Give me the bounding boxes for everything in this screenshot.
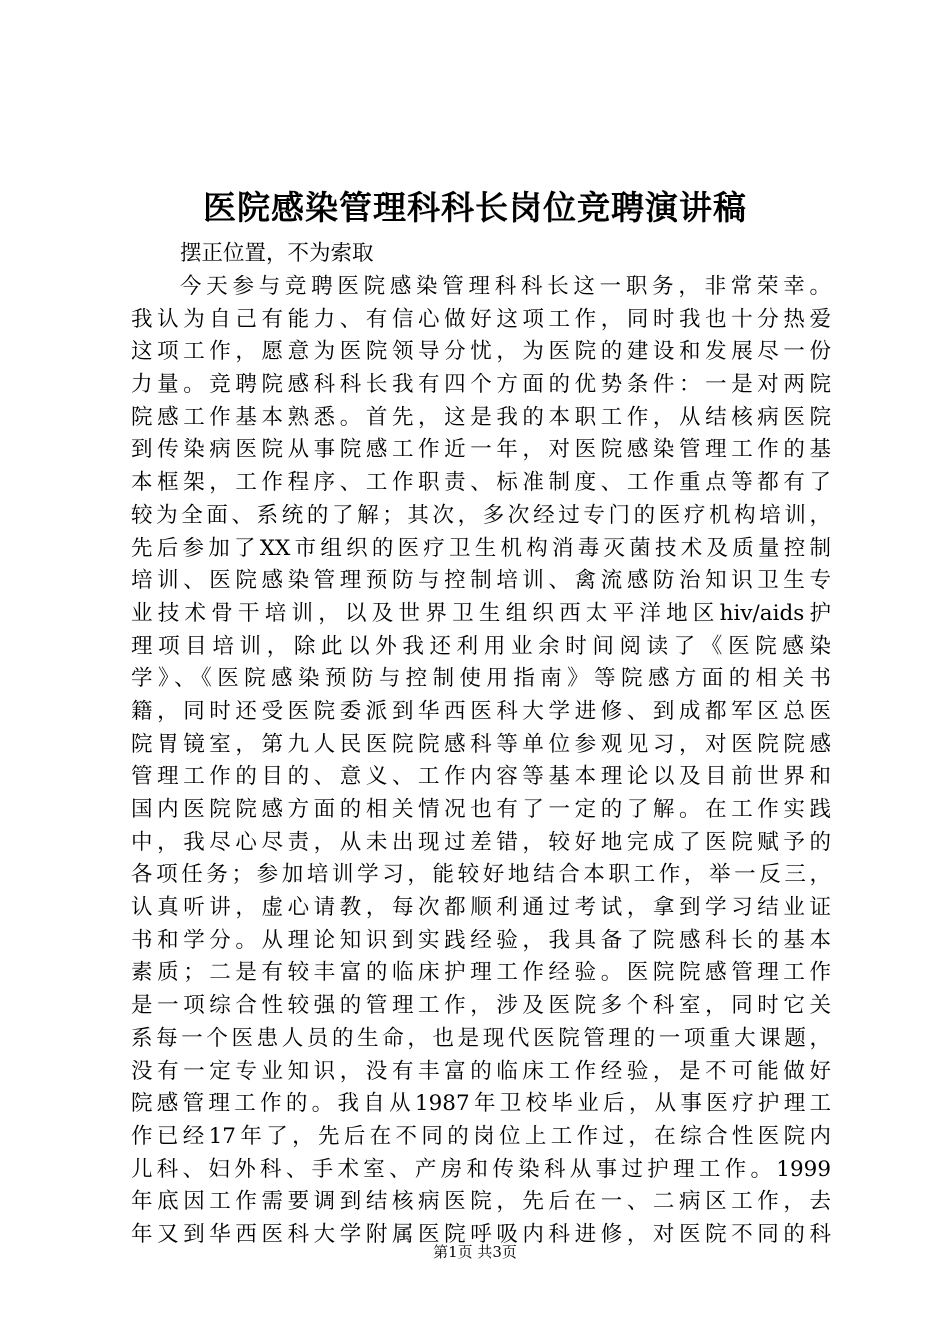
body-line: 儿科、妇外科、手术室、产房和传染科从事过护理工作。1999 <box>131 1156 831 1182</box>
body-paragraph <box>131 271 831 1252</box>
document-title: 医院感染管理科科长岗位竞聘演讲稿 <box>203 188 747 227</box>
document-subtitle: 摆正位置，不为索取 <box>180 241 374 266</box>
body-line: 认真听讲，虚心请教，每次都顺利通过考试，拿到学习结业证 <box>131 895 831 921</box>
body-line: 院感管理工作的。我自从1987年卫校毕业后，从事医疗护理工 <box>131 1091 831 1117</box>
body-line: 理项目培训，除此以外我还利用业余时间阅读了《医院感染 <box>131 633 831 659</box>
body-line: 培训、医院感染管理预防与控制培训、禽流感防治知识卫生专 <box>131 568 831 594</box>
body-line: 业技术骨干培训，以及世界卫生组织西太平洋地区hiv/aids护 <box>131 600 831 626</box>
body-line: 管理工作的目的、意义、工作内容等基本理论以及目前世界和 <box>131 764 831 790</box>
body-line: 年又到华西医科大学附属医院呼吸内科进修，对医院不同的科 <box>131 1221 831 1247</box>
body-line: 没有一定专业知识，没有丰富的临床工作经验，是不可能做好 <box>131 1058 831 1084</box>
body-line: 是一项综合性较强的管理工作，涉及医院多个科室，同时它关 <box>131 993 831 1019</box>
page-footer: 第1页 共3页 <box>433 1243 517 1261</box>
body-line: 中，我尽心尽责，从未出现过差错，较好地完成了医院赋予的 <box>131 829 831 855</box>
body-line: 素质；二是有较丰富的临床护理工作经验。医院院感管理工作 <box>131 960 831 986</box>
body-line: 书和学分。从理论知识到实践经验，我具备了院感科长的基本 <box>131 927 831 953</box>
body-line: 作已经17年了，先后在不同的岗位上工作过，在综合性医院内 <box>131 1123 831 1149</box>
body-line: 这项工作，愿意为医院领导分忧，为医院的建设和发展尽一份 <box>131 339 831 365</box>
body-line: 今天参与竞聘医院感染管理科科长这一职务，非常荣幸。 <box>180 274 831 299</box>
body-line: 先后参加了XX市组织的医疗卫生机构消毒灭菌技术及质量控制 <box>131 535 831 561</box>
body-line: 学》、《医院感染预防与控制使用指南》等院感方面的相关书 <box>131 666 831 692</box>
body-line: 我认为自己有能力、有信心做好这项工作，同时我也十分热爱 <box>131 306 831 332</box>
body-line: 院感工作基本熟悉。首先，这是我的本职工作，从结核病医院 <box>131 404 831 430</box>
body-line: 到传染病医院从事院感工作近一年，对医院感染管理工作的基 <box>131 437 831 463</box>
body-line: 较为全面、系统的了解；其次，多次经过专门的医疗机构培训， <box>131 502 831 528</box>
body-line: 各项任务；参加培训学习，能较好地结合本职工作，举一反三， <box>131 862 831 888</box>
body-line: 国内医院院感方面的相关情况也有了一定的了解。在工作实践 <box>131 797 831 822</box>
body-line: 本框架，工作程序、工作职责、标准制度、工作重点等都有了 <box>131 470 831 496</box>
body-line: 年底因工作需要调到结核病医院，先后在一、二病区工作，去 <box>131 1189 831 1215</box>
body-line: 院胃镜室，第九人民医院院感科等单位参观见习，对医院院感 <box>131 731 831 757</box>
body-line: 籍，同时还受医院委派到华西医科大学进修、到成都军区总医 <box>131 698 831 724</box>
body-line: 系每一个医患人员的生命，也是现代医院管理的一项重大课题， <box>131 1025 831 1051</box>
body-line: 力量。竞聘院感科科长我有四个方面的优势条件：一是对两院 <box>131 372 831 398</box>
